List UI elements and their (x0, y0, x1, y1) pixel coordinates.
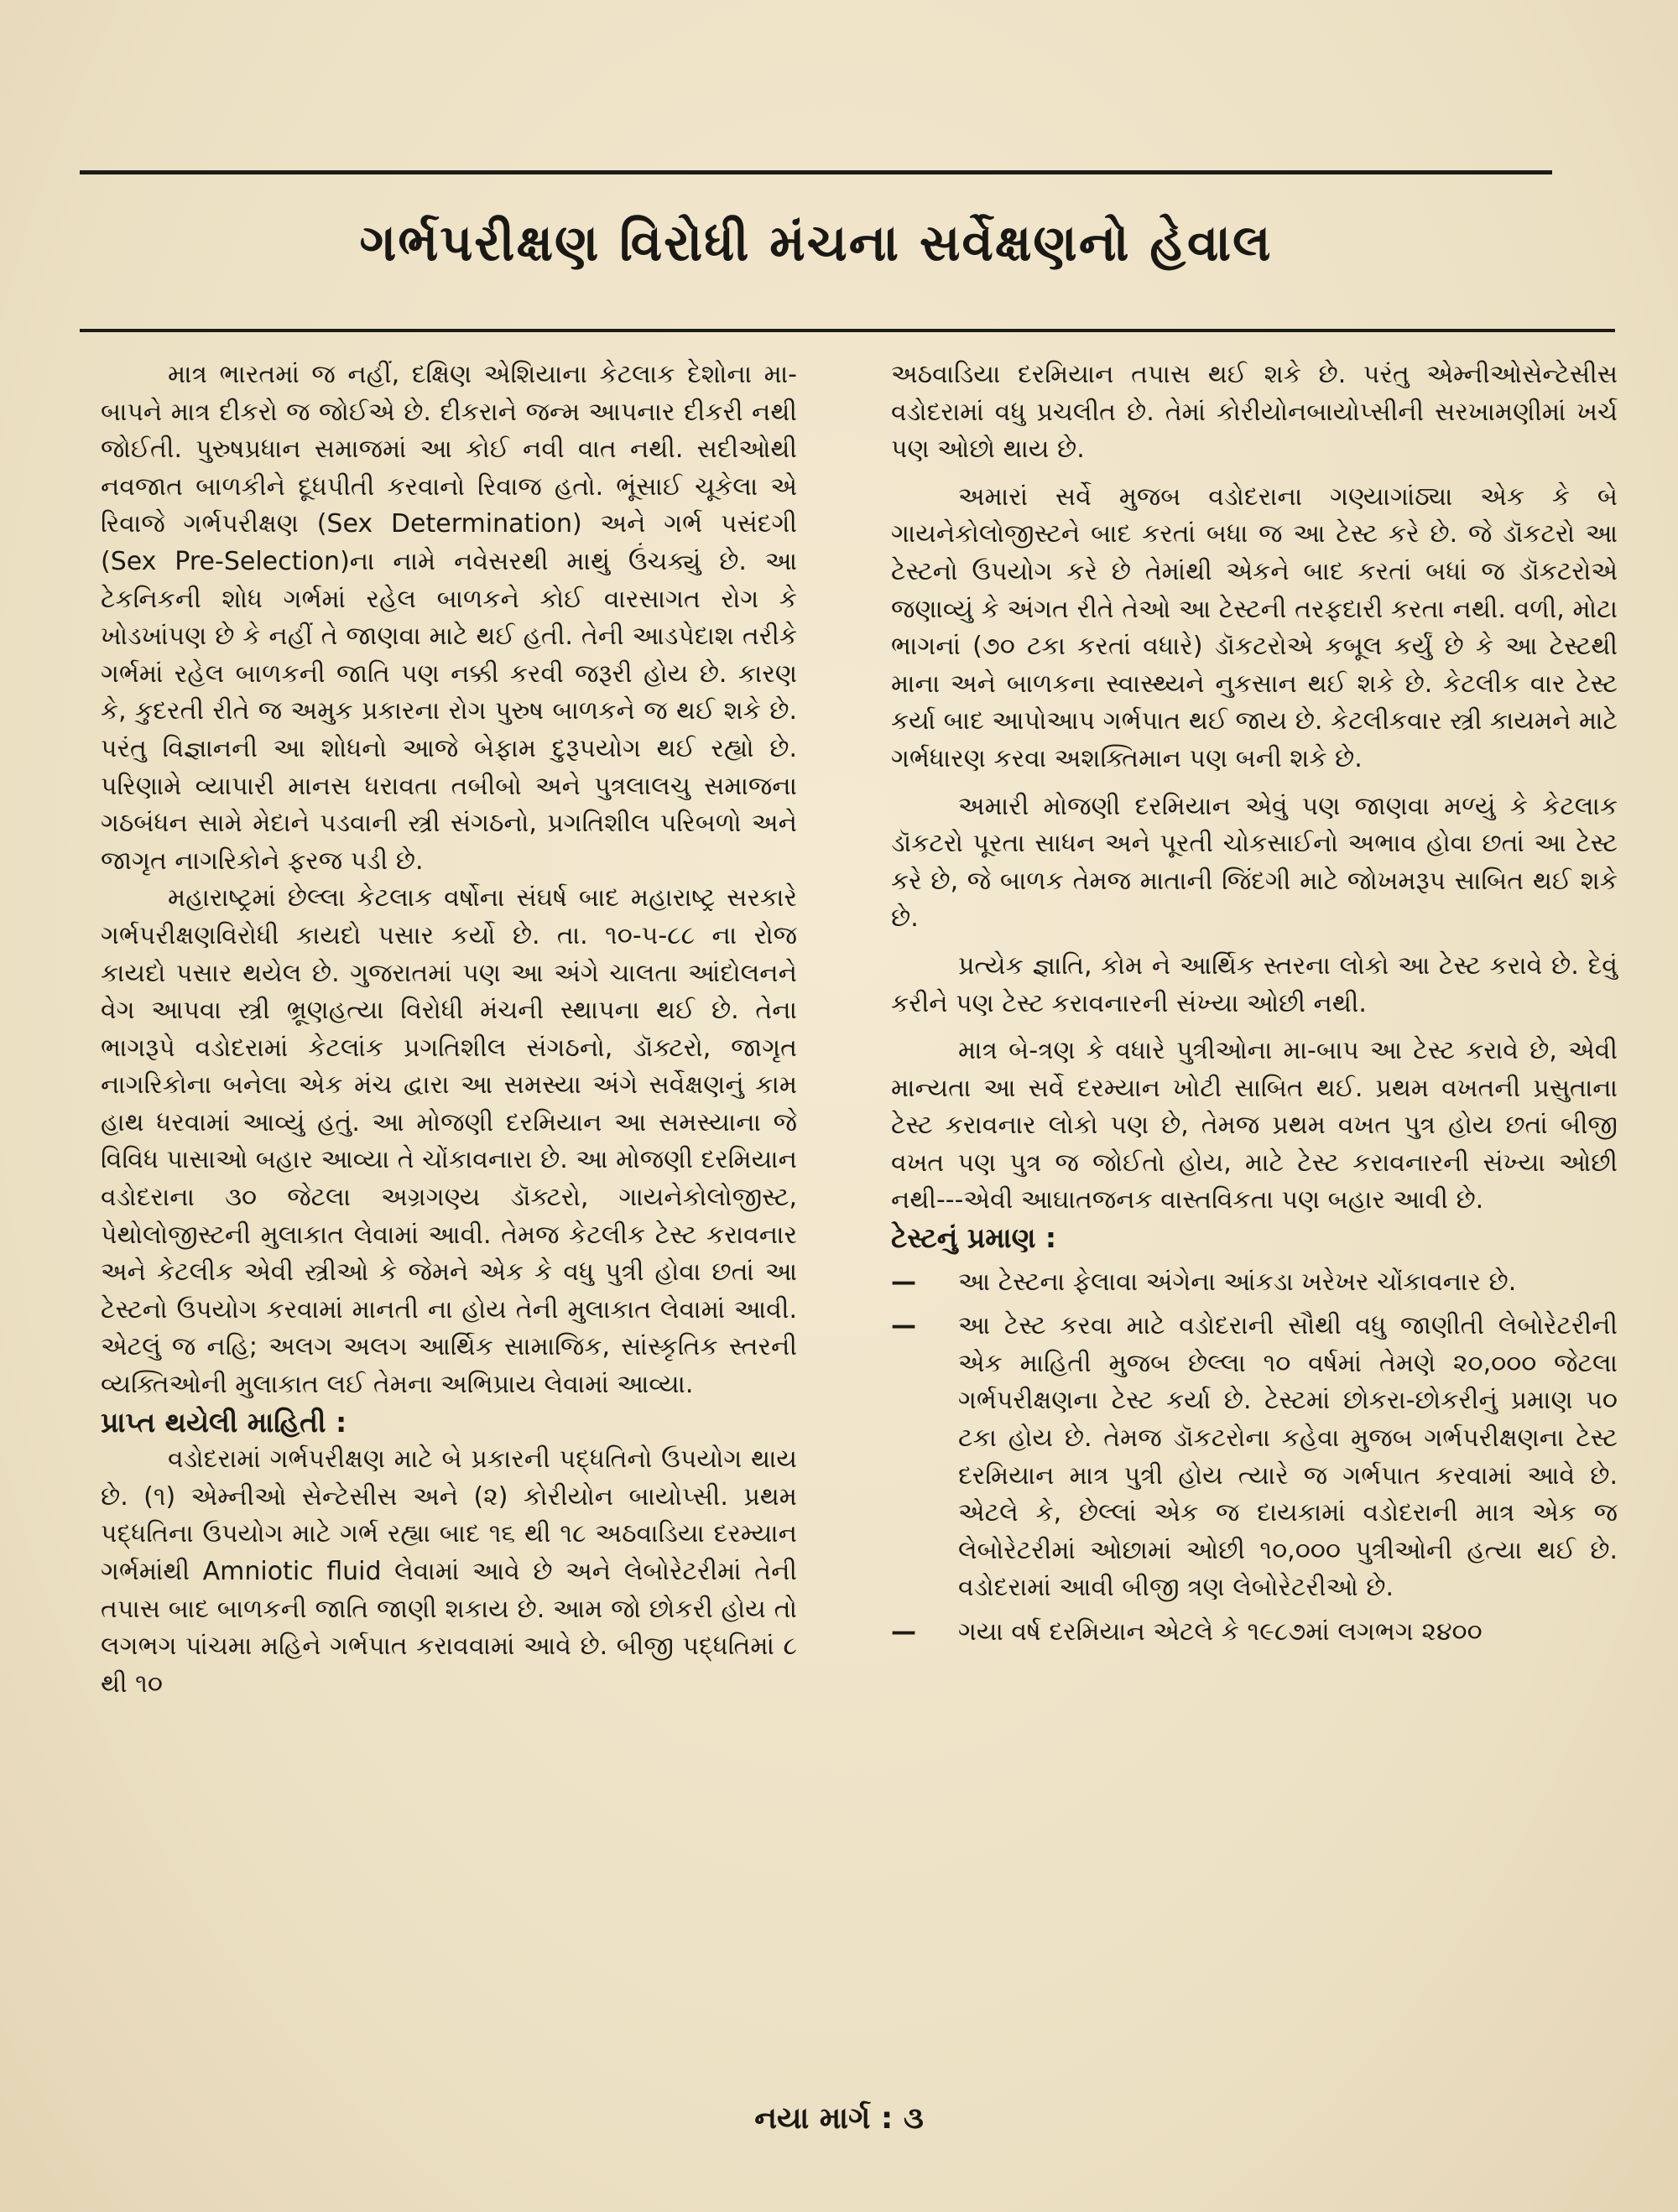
body-paragraph: માત્ર બે-ત્રણ કે વધારે પુત્રીઓના મા-બાપ આ ટેસ્ટ કરાવે છે, એવી માન્યતા આ સર્વે દરમ્યાન ખોટી સાબિત થઈ. પ્રથમ વખતની પ્રસુતાના ટેસ્ટ કરાવનાર લોકો પણ છે, તેમજ પ્રથમ વખત પુત્ર હોય છતાં બીજી વખત પણ પુત્ર જ જોઈતો હોય, માટે ટેસ્ટ કરાવનારની સંખ્યા ઓછી નથી---એવી આઘાતજનક વાસ્તવિકતા પણ બહાર આવી છે. (891, 1036, 1618, 1215)
dash-marker: — (891, 1267, 916, 1297)
body-paragraph: માત્ર ભારતમાં જ નહીં, દક્ષિણ એશિયાના કેટલાક દેશોના મા-બાપને માત્ર દીકરો જ જોઈએ છે. દીકરાને જન્મ આપનાર દીકરી નથી જોઈતી. પુરુષપ્રધાન સમાજમાં આ કોઈ નવી વાત નથી. સદીઓથી નવજાત બાળકીને દૂધપીતી કરવાનો રિવાજ હતો. ભૂંસાઈ ચૂકેલા એ રિવાજે ગર્ભપરીક્ષણ (Sex Determination) અને ગર્ભ પસંદગી (Sex Pre-Selection)ના નામે નવેસરથી માથું ઉંચક્યું છે. આ ટેકનિકની શોધ ગર્ભમાં રહેલ બાળકને કોઈ વારસાગત રોગ કે ખોડખાંપણ છે કે નહીં તે જાણવા માટે થઈ હતી. તેની આડપેદાશ તરીકે ગર્ભમાં રહેલ બાળકની જાતિ પણ નક્કી કરવી જરૂરી હોય છે. કારણ કે, કુદરતી રીતે જ અમુક પ્રકારના રોગ પુરુષ બાળકને જ થઈ શકે છે. પરંતુ વિજ્ઞાનની આ શોધનો આજે બેફામ દુરૂપયોગ થઈ રહ્યો છે. પરિણામે વ્યાપારી માનસ ધરાવતા તબીબો અને પુત્રલાલચુ સમાજના ગઠબંધન સામે મેદાને પડવાની સ્ત્રી સંગઠનો, પ્રગતિશીલ પરિબળો અને જાગૃત નાગરિકોને ફરજ પડી છે. (101, 360, 797, 876)
section-subheading: પ્રાપ્ત થયેલી માહિતી : (101, 1405, 347, 1439)
bullet-text: આ ટેસ્ટ કરવા માટે વડોદરાની સૌથી વધુ જાણીતી લેબોરેટરીની એક માહિતી મુજબ છેલ્લા ૧૦ વર્ષમાં તેમણે ૨૦,૦૦૦ જેટલા ગર્ભપરીક્ષણના ટેસ્ટ કર્યા છે. ટેસ્ટમાં છોકરા-છોકરીનું પ્રમાણ ૫૦ ટકા હોય છે. તેમજ ડૉકટરોના કહેવા મુજબ ગર્ભપરીક્ષણના ટેસ્ટ દરમિયાન માત્ર પુત્રી હોય ત્યારે જ ગર્ભપાત કરવામાં આવે છે. એટલે કે, છેલ્લાં એક જ દાયકામાં વડોદરાની માત્ર એક જ લેબોરેટરીમાં ઓછામાં ઓછી ૧૦,૦૦૦ પુત્રીઓની હત્યા થઈ છે. વડોદરામાં આવી બીજી ત્રણ લેબોરેટરીઓ છે. (958, 1311, 1618, 1603)
article-headline: ગર્ભપરીક્ષણ વિરોધી મંચના સર્વેક્ષણનો હેવાલ (359, 214, 1273, 273)
bullet-text: આ ટેસ્ટના ફેલાવા અંગેના આંકડા ખરેખર ચોંકાવનાર છે. (958, 1267, 1517, 1297)
section-subheading: ટેસ્ટનું પ્રમાણ : (891, 1221, 1057, 1255)
left-column (101, 357, 797, 1703)
dash-marker: — (891, 1311, 916, 1341)
bullet-item (891, 1308, 1618, 1607)
dash-marker: — (891, 1617, 916, 1647)
top-divider (80, 170, 1552, 174)
right-column (891, 357, 1618, 1652)
body-paragraph: પ્રત્યેક જ્ઞાતિ, કોમ ને આર્થિક સ્તરના લોકો આ ટેસ્ટ કરાવે છે. દેવું કરીને પણ ટેસ્ટ કરાવનારની સંખ્યા ઓછી નથી. (891, 950, 1618, 1018)
body-paragraph: અમારાં સર્વે મુજબ વડોદરાના ગણ્યાગાંઠ્યા એક કે બે ગાયનેકોલોજીસ્ટને બાદ કરતાં બધા જ આ ટેસ્ટ કરે છે. જે ડૉકટરો આ ટેસ્ટનો ઉપયોગ કરે છે તેમાંથી એકને બાદ કરતાં બધાં જ ડૉકટરોએ જણાવ્યું કે અંગત રીતે તેઓ આ ટેસ્ટની તરફદારી કરતા નથી. વળી, મોટા ભાગનાં (૭૦ ટકા કરતાં વધારે) ડૉકટરોએ કબૂલ કર્યું છે કે આ ટેસ્ટથી માના અને બાળકના સ્વાસ્થ્યને નુકસાન થઈ શકે છે. કેટલીક વાર ટેસ્ટ કર્યા બાદ આપોઆપ ગર્ભપાત થઈ જાય છે. કેટલીકવાર સ્ત્રી કાયમને માટે ગર્ભધારણ કરવા અશક્તિમાન પણ બની શકે છે. (891, 481, 1618, 773)
page-footer: નયા માર્ગ : ૩ (754, 2101, 924, 2136)
bullet-item (891, 1614, 1618, 1652)
bullet-item (891, 1264, 1618, 1302)
body-paragraph: અઠવાડિયા દરમિયાન તપાસ થઈ શકે છે. પરંતુ એમ્નીઓસેન્ટેસીસ વડોદરામાં વધુ પ્રચલીત છે. તેમાં કોરીયોનબાયોપ્સીની સરખામણીમાં ખર્ચ પણ ઓછો થાય છે. (891, 360, 1618, 465)
body-paragraph: વડોદરામાં ગર્ભપરીક્ષણ માટે બે પ્રકારની પદ્ધતિનો ઉપયોગ થાય છે. (૧) એમ્નીઓ સેન્ટેસીસ અને (૨) કોરીયોન બાયોપ્સી. પ્રથમ પદ્ધતિના ઉપયોગ માટે ગર્ભ રહ્યા બાદ ૧૬ થી ૧૮ અઠવાડિયા દરમ્યાન ગર્ભમાંથી Amniotic fluid લેવામાં આવે છે અને લેબોરેટરીમાં તેની તપાસ બાદ બાળકની જાતિ જાણી શકાય છે. આમ જો છોકરી હોય તો લગભગ પાંચમા મહિને ગર્ભપાત કરાવવામાં આવે છે. બીજી પદ્ધતિમાં ૮ થી ૧૦ (101, 1444, 797, 1699)
headline-divider (80, 329, 1615, 332)
body-paragraph: અમારી મોજણી દરમિયાન એવું પણ જાણવા મળ્યું કે કેટલાક ડૉકટરો પૂરતા સાધન અને પૂરતી ચોકસાઈનો અભાવ હોવા છતાં આ ટેસ્ટ કરે છે, જે બાળક તેમજ માતાની જિંદગી માટે જોખમરૂપ સાબિત થઈ શકે છે. (891, 791, 1618, 934)
body-paragraph: મહારાષ્ટ્રમાં છેલ્લા કેટલાક વર્ષોના સંઘર્ષ બાદ મહારાષ્ટ્ર સરકારે ગર્ભપરીક્ષણવિરોધી કાયદો પસાર કર્યો છે. તા. ૧૦-૫-૮૮ ના રોજ કાયદો પસાર થયેલ છે. ગુજરાતમાં પણ આ અંગે ચાલતા આંદોલનને વેગ આપવા સ્ત્રી ભ્રૂણહત્યા વિરોધી મંચની સ્થાપના થઈ છે. તેના ભાગરૂપે વડોદરામાં કેટલાંક પ્રગતિશીલ સંગઠનો, ડૉક્ટરો, જાગૃત નાગરિકોના બનેલા એક મંચ દ્વારા આ સમસ્યા અંગે સર્વેક્ષણનું કામ હાથ ધરવામાં આવ્યું હતું. આ મોજણી દરમિયાન આ સમસ્યાના જે વિવિધ પાસાઓ બહાર આવ્યા તે ચોંકાવનારા છે. આ મોજણી દરમિયાન વડોદરાના ૩૦ જેટલા અગ્રગણ્ય ડૉક્ટરો, ગાયનેકોલોજીસ્ટ, પેથોલોજીસ્ટની મુલાકાત લેવામાં આવી. તેમજ કેટલીક ટેસ્ટ કરાવનાર અને કેટલીક એવી સ્ત્રીઓ કે જેમને એક કે વધુ પુત્રી હોવા છતાં આ ટેસ્ટનો ઉપયોગ કરવામાં માનતી ના હોય તેની મુલાકાત લેવામાં આવી. એટલું જ નહિ; અલગ અલગ આર્થિક સામાજિક, સાંસ્કૃતિક સ્તરની વ્યક્તિઓની મુલાકાત લઈ તેમના અભિપ્રાય લેવામાં આવ્યા. (101, 883, 797, 1400)
bullet-text: ગયા વર્ષ દરમિયાન એટલે કે ૧૯૮૭માં લગભગ ૨૪૦૦ (958, 1617, 1483, 1647)
